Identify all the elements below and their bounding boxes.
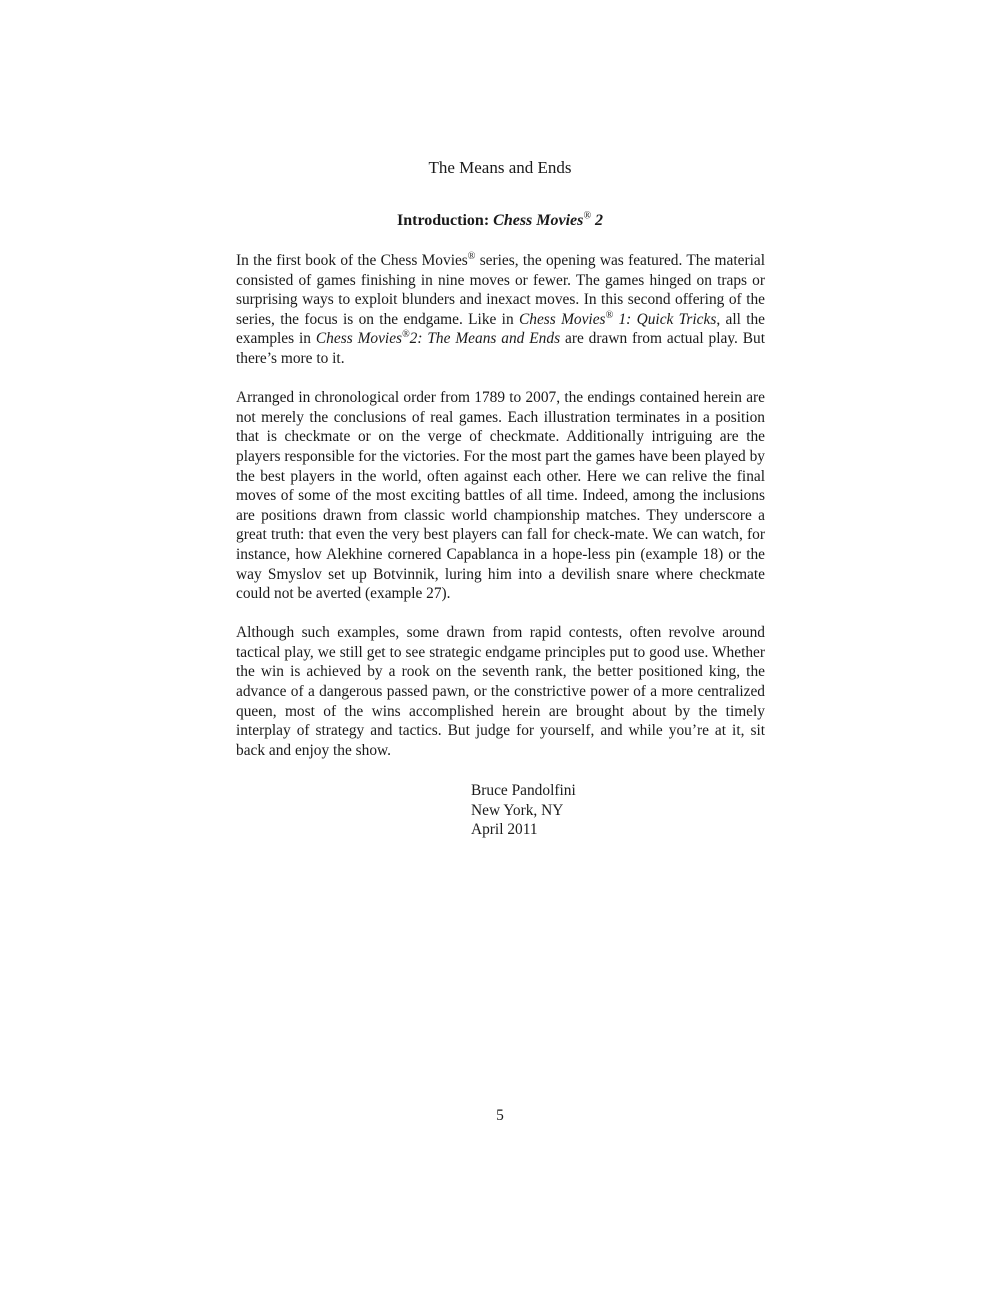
signature-block xyxy=(471,781,576,840)
paragraph-3: Although such examples, some drawn from rapid contests, often revolve around tactical play, we still get to see strategic endgame principles put to good use. Whether the win is achieved by a rook on the seventh rank, the better positioned king, the advance of a dangerous passed pawn, or the constrictive power of a more centralized queen, most of the wins accomplished herein are brought about by the timely interplay of strategy and tactics. But judge for yourself, and while you’re at it, sit back and enjoy the show. xyxy=(236,624,765,759)
registered-mark: ® xyxy=(583,210,591,222)
author-place: New York, NY xyxy=(471,801,564,819)
introduction-label: Introduction: xyxy=(396,212,490,229)
signature-date: April 2011 xyxy=(471,821,538,839)
running-head: The Means and Ends xyxy=(428,158,572,177)
body-text xyxy=(236,251,765,780)
book-title-2: Chess Movies®2: The Means and Ends xyxy=(315,329,561,348)
paragraph-1: In the first book of the Chess Movies® series, the opening was featured. The material consisted of games finishing in nine moves or fewer. The games hinged on traps or surprising ways to exploit blunders and inexact moves. In this second offering of the series, the focus is on the endgame. Like in Chess Movies® 1: Quick Tricks, all the examples in Chess Movies®2: The Means and Ends are drawn from actual play. But there’s more to it. xyxy=(236,250,765,367)
author-name: Bruce Pandolfini xyxy=(471,782,576,799)
registered-mark: ® xyxy=(402,329,410,341)
introduction-heading xyxy=(0,212,1000,230)
registered-mark: ® xyxy=(467,250,476,262)
book-title-1: Chess Movies® 1: Quick Tricks xyxy=(518,309,717,328)
registered-mark: ® xyxy=(605,309,614,321)
introduction-number: 2 xyxy=(595,212,603,229)
paragraph-2: Arranged in chronological order from 1789 to 2007, the endings contained herein are not merely the conclusions of real games. Each illustration terminates in a position that is checkmate or on the verge of checkmate. Additionally intriguing are the players responsible for the victories. For the most part the games have been played by the best players in the world, often against each other. Here we can relive the final moves of some of the most exciting battles of all time. Indeed, among the inclusions are positions drawn from classic world championship matches. They underscore a great truth: that even the very best players can fall for check-mate. We can watch, for instance, how Alekhine cornered Capablanca in a hope-less pin (example 18) or the way Smyslov set up Botvinnik, luring him into a devilish snare where checkmate could not be averted (example 27). xyxy=(236,389,765,603)
introduction-title: Chess Movies® 2 xyxy=(493,210,603,229)
page-number: 5 xyxy=(496,1107,504,1124)
